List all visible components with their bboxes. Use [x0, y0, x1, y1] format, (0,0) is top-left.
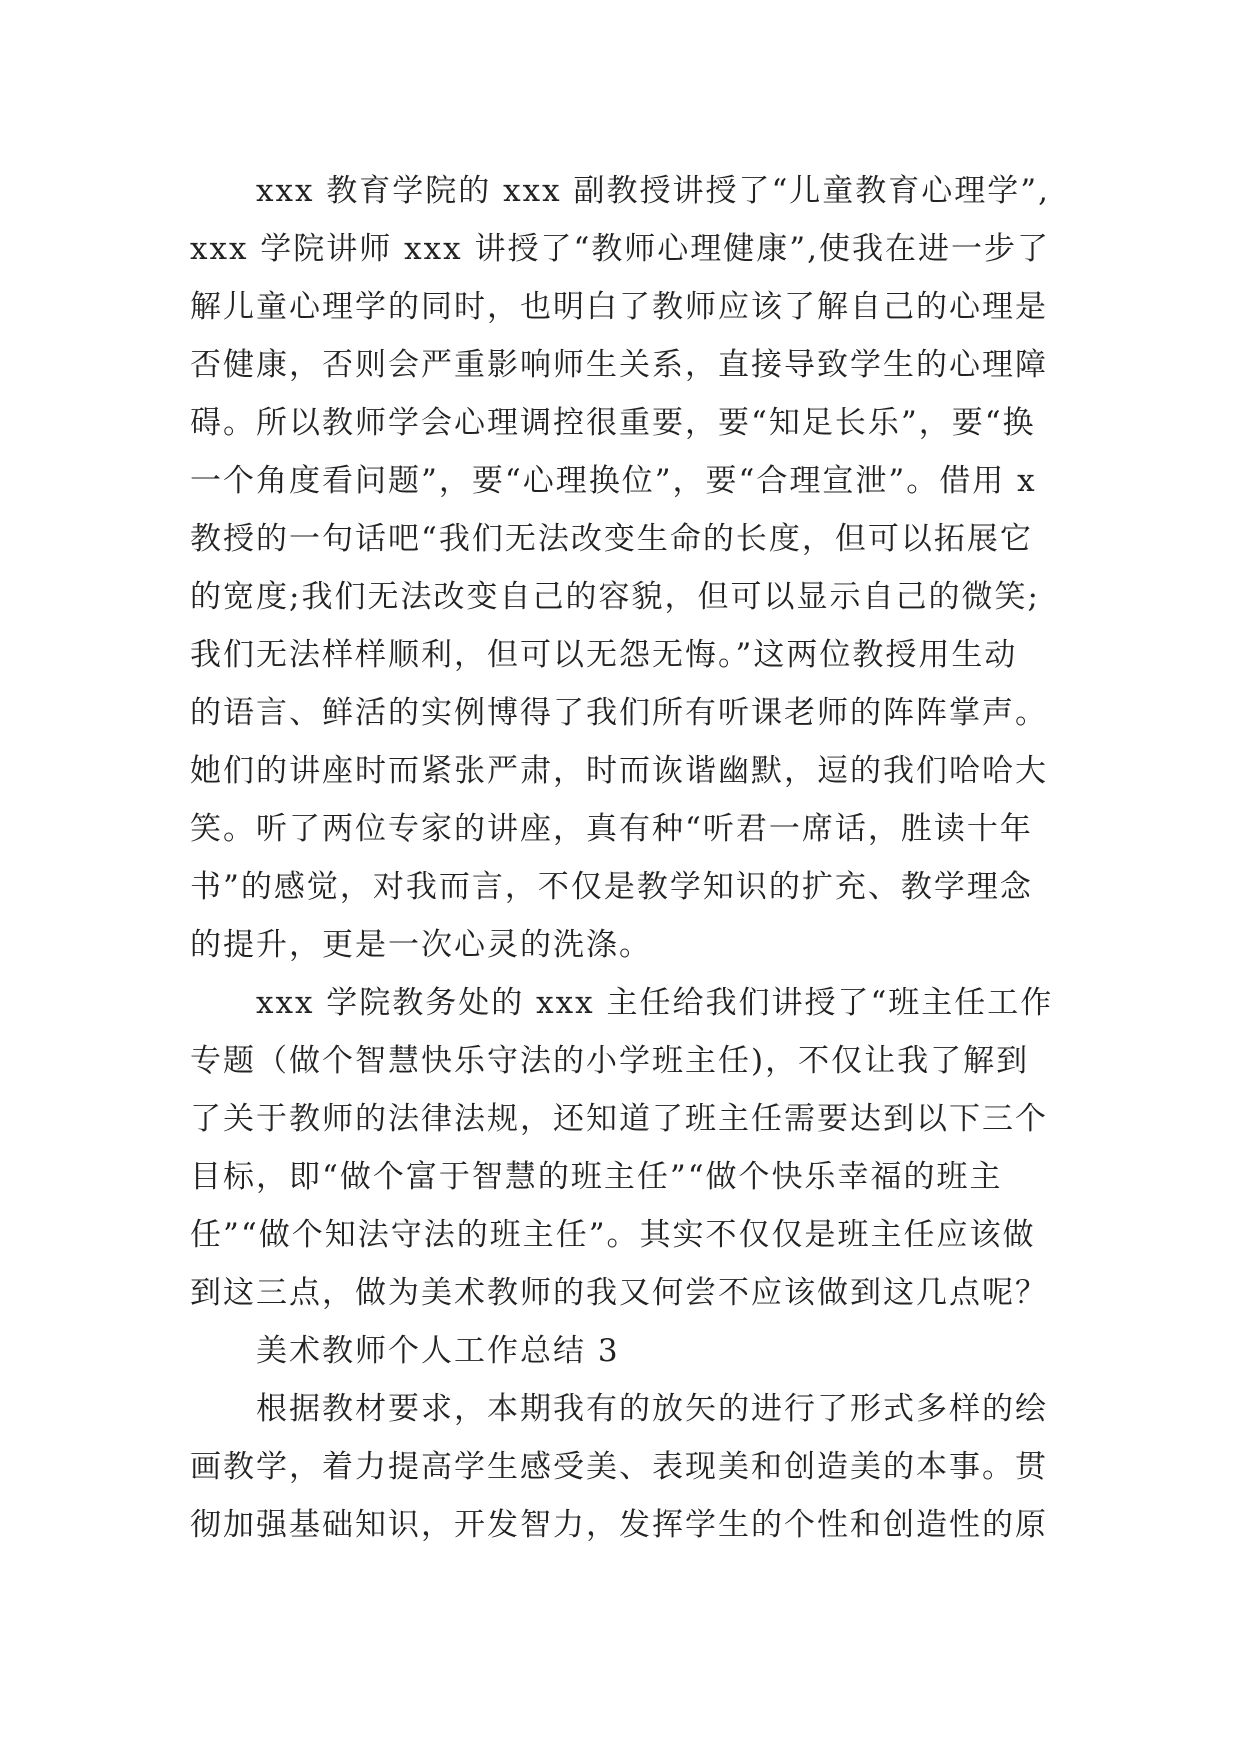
paragraph-line: 碍。所以教师学会心理调控很重要，要“知足长乐”，要“换 — [190, 405, 1036, 441]
paragraph-line: 了关于教师的法律法规，还知道了班主任需要达到以下三个 — [190, 1101, 1048, 1137]
paragraph-line: 彻加强基础知识，开发智力，发挥学生的个性和创造性的原 — [190, 1507, 1048, 1543]
paragraph-line: 专题（做个智慧快乐守法的小学班主任)，不仅让我了解到 — [190, 1043, 1030, 1079]
paragraph-line: 教授的一句话吧“我们无法改变生命的长度，但可以拓展它 — [190, 521, 1033, 557]
paragraph-line: 到这三点，做为美术教师的我又何尝不应该做到这几点呢？ — [190, 1275, 1048, 1311]
paragraph-line: 否健康，否则会严重影响师生关系，直接导致学生的心理障 — [190, 347, 1048, 383]
document-body — [190, 162, 1060, 1554]
paragraph-line: 笑。听了两位专家的讲座，真有种“听君一席话，胜读十年 — [190, 811, 1033, 847]
section-heading: 美术教师个人工作总结 3 — [256, 1333, 620, 1369]
paragraph-line: 她们的讲座时而紧张严肃，时而诙谐幽默，逗的我们哈哈大 — [190, 753, 1048, 789]
paragraph-line: 的语言、鲜活的实例博得了我们所有听课老师的阵阵掌声。 — [190, 695, 1048, 731]
paragraph-line: 的提升，更是一次心灵的洗涤。 — [190, 927, 652, 963]
paragraph-line: 目标，即“做个富于智慧的班主任”“做个快乐幸福的班主 — [190, 1159, 1003, 1195]
paragraph-line: 书”的感觉，对我而言，不仅是教学知识的扩充、教学理念 — [190, 869, 1033, 905]
paragraph-line: xxx 学院教务处的 xxx 主任给我们讲授了“班主任工作 — [256, 985, 1054, 1021]
paragraph-line: 我们无法样样顺利，但可以无怨无悔。”这两位教授用生动 — [190, 637, 1018, 673]
paragraph-line: xxx 教育学院的 xxx 副教授讲授了“儿童教育心理学”, — [256, 173, 1051, 209]
paragraph-line: 一个角度看问题”，要“心理换位”，要“合理宣泄”。借用 x — [190, 463, 1037, 499]
paragraph-line: 的宽度;我们无法改变自己的容貌，但可以显示自己的微笑; — [190, 579, 1040, 615]
paragraph-line: xxx 学院讲师 xxx 讲授了“教师心理健康”,使我在进一步了 — [190, 231, 1051, 267]
paragraph-line: 画教学，着力提高学生感受美、表现美和创造美的本事。贯 — [190, 1449, 1048, 1485]
paragraph-line: 解儿童心理学的同时，也明白了教师应该了解自己的心理是 — [190, 289, 1048, 325]
paragraph-line: 根据教材要求，本期我有的放矢的进行了形式多样的绘 — [256, 1391, 1048, 1427]
paragraph-line: 任”“做个知法守法的班主任”。其实不仅仅是班主任应该做 — [190, 1217, 1036, 1253]
